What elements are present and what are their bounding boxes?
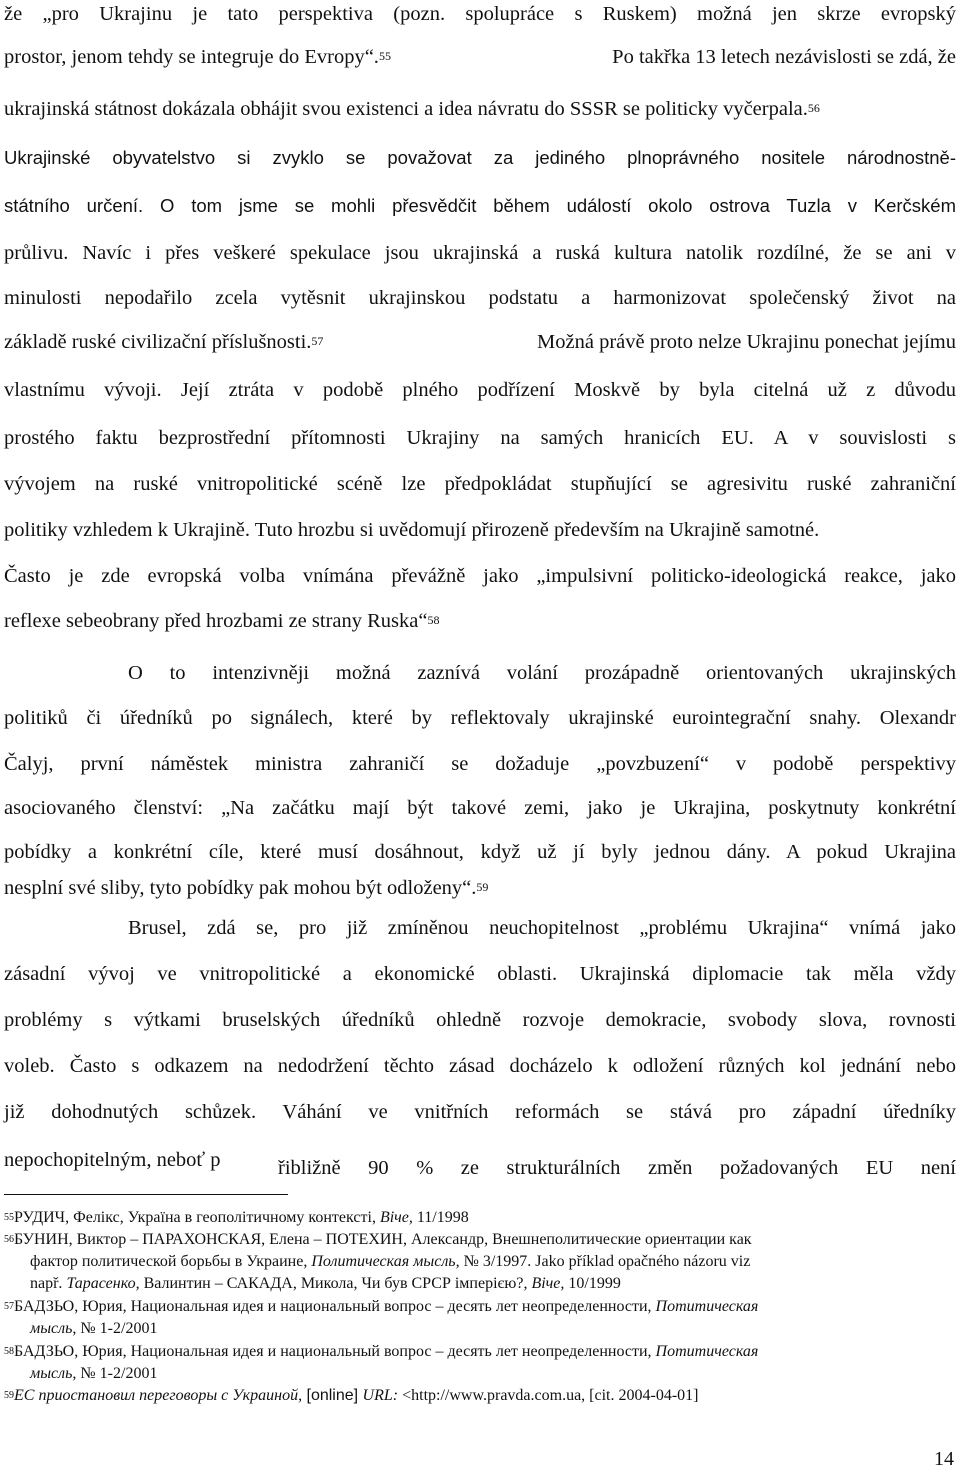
body-line: nesplní své sliby, tyto pobídky pak mohou být odloženy“.$^{59}$ — [4, 877, 489, 899]
footnote-ref: 55 — [378, 49, 391, 63]
body-line: O to intenzivněji možná zaznívá volání prozápadně orientovaných ukrajinských — [128, 662, 956, 684]
footnote-continuation: мысль, № 1-2/2001 — [30, 1365, 158, 1382]
body-line: minulosti nepodařilo zcela vytěsnit ukrajinskou podstatu a harmonizovat společenský život na — [4, 287, 956, 309]
body-line: Ukrajinské obyvatelstvo si zvyklo se považovat za jediného plnoprávného nositele národnostně- — [4, 147, 956, 168]
body-line: reflexe sebeobrany před hrozbami ze strany Ruska“$^{58}$ — [4, 610, 440, 632]
footnote-ref: 59 — [476, 880, 489, 894]
body-line: Brusel, zdá se, pro již zmíněnou neuchopitelnost „problému Ukrajina“ vnímá jako — [128, 917, 956, 939]
page-number: 14 — [934, 1448, 954, 1470]
footnote-ref: 57 — [311, 334, 324, 348]
footnote: $^{56}$БУНИН, Виктор – ПАРАХОНСКАЯ, Елена – ПОТЕХИН, Александр, Внешнеполитические ориентации как — [4, 1231, 752, 1248]
footnote: $^{59}$ЕС приостановил переговоры с Украиной, [online] URL: <http://www.pravda.com.ua, [cit. 2004-04-01] — [4, 1387, 699, 1404]
body-line: Často je zde evropská volba vnímána převážně jako „impulsivní politicko-ideologická reakce, jako — [4, 565, 956, 587]
body-line: prostého faktu bezprostřední přítomnosti Ukrajiny na samých hranicích EU. A v souvislosti s — [4, 427, 956, 449]
body-line: státního určení. O tom jsme se mohli přesvědčit během událostí okolo ostrova Tuzla v Kerčském — [4, 195, 956, 216]
footnote-separator — [4, 1194, 288, 1195]
body-line: průlivu. Navíc i přes veškeré spekulace jsou ukrajinská a ruská kultura natolik rozdílné, že se ani v — [4, 242, 956, 264]
body-line: nepochopitelným, neboť p řibližně 90 % ze strukturálních změn požadovaných EU není — [4, 1149, 956, 1179]
body-line: politiky vzhledem k Ukrajině. Tuto hrozbu si uvědomují přirozeně především na Ukrajině samotné. — [4, 519, 820, 541]
footnote: $^{58}$БАДЗЬО, Юрия, Национальная идея и национальный вопрос – десять лет неопределенности, Потитическая — [4, 1343, 759, 1360]
footnote: $^{57}$БАДЗЬО, Юрия, Национальная идея и национальный вопрос – десять лет неопределенности, Потитическая — [4, 1298, 759, 1315]
footnote-continuation: мысль, № 1-2/2001 — [30, 1320, 158, 1337]
body-line: Čalyj, první náměstek ministra zahraničí se dožaduje „povzbuzení“ v podobě perspektivy — [4, 753, 956, 775]
body-line: pobídky a konkrétní cíle, které musí dosáhnout, když už jí byly jednou dány. A pokud Ukrajina — [4, 841, 956, 863]
body-line: vývojem na ruské vnitropolitické scéně lze předpokládat stupňující se agresivitu ruské zahraniční — [4, 473, 956, 495]
body-line: že „pro Ukrajinu je tato perspektiva (pozn. spolupráce s Ruskem) možná jen skrze evropský — [4, 3, 956, 25]
body-line: ukrajinská státnost dokázala obhájit svou existenci a idea návratu do SSSR se politicky vyčerpala.$^{56}$ — [4, 98, 820, 120]
body-line: prostor, jenom tehdy se integruje do Evropy“.$^{55}$ Po takřka 13 letech nezávislosti se zdá, že — [4, 46, 956, 68]
body-line: problémy s výtkami bruselských úředníků ohledně rozvoje demokracie, svobody slova, rovnosti — [4, 1009, 956, 1031]
footnote-continuation: фактор политической борьбы в Украине, Политическая мысль, № 3/1997. Jako příklad opačného názoru viz — [30, 1253, 751, 1270]
footnote-ref: 58 — [427, 613, 440, 627]
body-line: základě ruské civilizační příslušnosti.$^{57}$ Možná právě proto nelze Ukrajinu ponechat jejímu — [4, 331, 956, 353]
footnote-continuation: např. Тарасенко, Валинтин – САКАДА, Микола, Чи був СРСР імперією?, Віче, 10/1999 — [30, 1275, 621, 1292]
body-line: vlastnímu vývoji. Její ztráta v podobě plného podřízení Moskvě by byla citelná už z důvodu — [4, 379, 956, 401]
footnote: $^{55}$РУДИЧ, Фелікс, Україна в геополітичному контексті, Віче, 11/1998 — [4, 1209, 469, 1226]
footnote-ref: 56 — [807, 101, 820, 115]
body-line: asociovaného členství: „Na začátku mají být takové zemi, jako je Ukrajina, poskytnuty konkrétní — [4, 797, 956, 819]
body-line: voleb. Často s odkazem na nedodržení těchto zásad docházelo k odložení různých kol jednání nebo — [4, 1055, 956, 1077]
body-line: již dohodnutých schůzek. Váhání ve vnitřních reformách se stává pro západní úředníky — [4, 1101, 956, 1123]
body-line: zásadní vývoj ve vnitropolitické a ekonomické oblasti. Ukrajinská diplomacie tak měla vždy — [4, 963, 956, 985]
body-line: politiků či úředníků po signálech, které by reflektovaly ukrajinské eurointegrační snahy. Olexandr — [4, 707, 956, 729]
